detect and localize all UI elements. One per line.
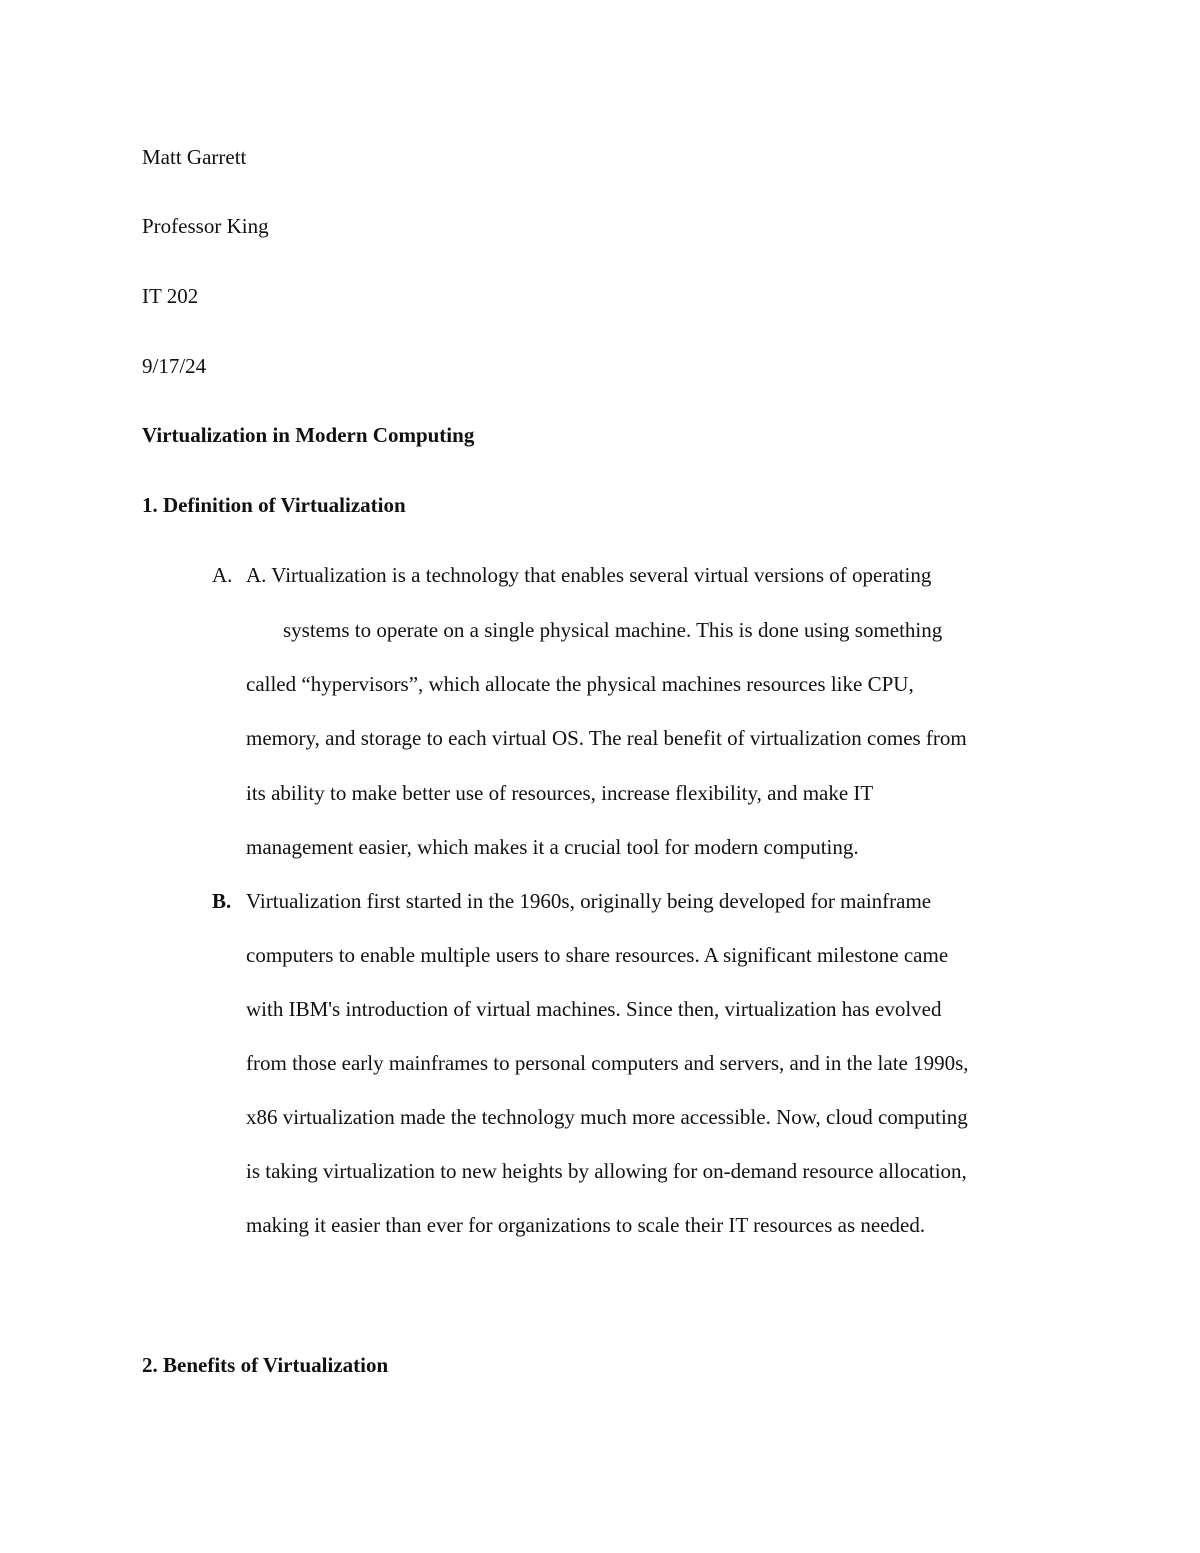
instructor-name: Professor King xyxy=(142,214,269,238)
paragraph-line: computers to enable multiple users to share resources. A significant milestone came xyxy=(246,943,949,967)
paragraph-line: from those early mainframes to personal computers and servers, and in the late 1990s, xyxy=(246,1051,969,1075)
course-code: IT 202 xyxy=(142,284,199,308)
list-marker: A. xyxy=(212,563,233,587)
paragraph-line: Virtualization first started in the 1960s, originally being developed for mainframe xyxy=(246,889,932,913)
author-name: Matt Garrett xyxy=(142,145,247,169)
paragraph-line: making it easier than ever for organizations to scale their IT resources as needed. xyxy=(246,1213,926,1237)
paragraph-line: systems to operate on a single physical machine. This is done using something xyxy=(283,618,943,642)
section-heading: 2. Benefits of Virtualization xyxy=(142,1353,389,1377)
paragraph-line: x86 virtualization made the technology much more accessible. Now, cloud computing xyxy=(246,1105,968,1129)
document-date: 9/17/24 xyxy=(142,354,207,378)
paragraph-line: is taking virtualization to new heights by allowing for on-demand resource allocation, xyxy=(246,1159,967,1183)
paragraph-line: A. Virtualization is a technology that enables several virtual versions of operating xyxy=(246,563,932,587)
section-heading: 1. Definition of Virtualization xyxy=(142,493,406,517)
paragraph-line: called “hypervisors”, which allocate the physical machines resources like CPU, xyxy=(246,672,914,696)
paragraph-line: memory, and storage to each virtual OS. The real benefit of virtualization comes from xyxy=(246,726,967,750)
list-marker: B. xyxy=(212,889,232,913)
document-title: Virtualization in Modern Computing xyxy=(142,423,475,447)
paragraph-line: its ability to make better use of resources, increase flexibility, and make IT xyxy=(246,781,874,805)
paragraph-line: management easier, which makes it a crucial tool for modern computing. xyxy=(246,835,859,859)
paragraph-line: with IBM's introduction of virtual machines. Since then, virtualization has evolved xyxy=(246,997,942,1021)
